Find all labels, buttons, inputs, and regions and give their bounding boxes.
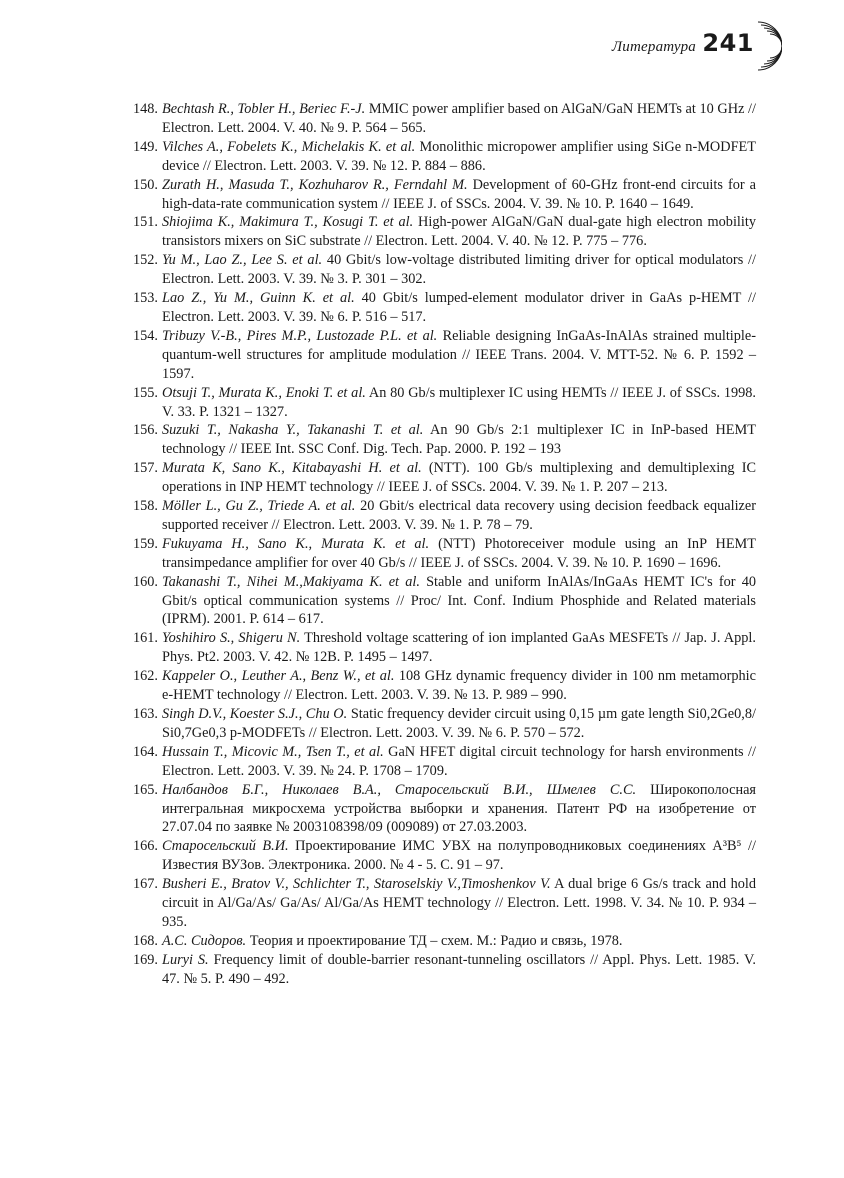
reference-authors: Lao Z., Yu M., Guinn K. et al. — [162, 290, 355, 307]
reference-item-149 — [120, 138, 756, 176]
reference-text: Stable and uniform InAlAs/InGaAs HEMT IC's for 40 Gbit/s optical communication systems // Proc/ Int. Conf. Indium Phosphide and Related materials (IPRM). 2001. P. 614 – 617. — [162, 573, 756, 628]
reference-authors: Luryi S. — [162, 951, 209, 968]
reference-text: Development of 60-GHz front-end circuits for a high-data-rate communication system // IEEE J. of SSCs. 2004. V. 39. № 10. P. 1640 – 1649. — [162, 176, 756, 212]
reference-authors: Hussain T., Micovic M., Tsen T., et al. — [162, 743, 384, 760]
reference-text: GaN HFET digital circuit technology for harsh environments // Electron. Lett. 2003. V. 39. № 24. P. 1708 – 1709. — [162, 743, 756, 779]
page-number: 241 — [702, 29, 754, 57]
reference-number: 168. — [132, 932, 158, 949]
reference-text: (NTT) Photoreceiver module using an InP HEMT transimpedance amplifier for over 40 Gb/s // IEEE J. of SSCs. 2004. V. 39. № 10. P. 1690 – 1696. — [162, 535, 756, 571]
reference-text: Широкополосная интегральная микросхема устройства выборки и хранения. Патент РФ на изобретение от 27.07.04 по заявке № 2003108398/09 (009089) от 27.03.2003. — [162, 781, 757, 836]
reference-authors: Shiojima K., Makimura T., Kosugi T. et al. — [162, 214, 414, 231]
reference-text: Теория и проектирование ТД – схем. М.: Радио и связь, 1978. — [246, 932, 623, 949]
reference-item-169 — [120, 951, 756, 989]
reference-authors: Singh D.V., Koester S.J., Chu O. — [162, 706, 348, 722]
reference-authors: Möller L., Gu Z., Triede A. et al. — [162, 498, 356, 515]
reference-text: High-power AlGaN/GaN dual-gate high electron mobility transistors mixers on SiC substrate // Electron. Lett. 2004. V. 40. № 12. P. 775 – 776. — [162, 214, 756, 250]
corner-arc-ornament-icon — [756, 18, 782, 74]
reference-text: Frequency limit of double-barrier resonant-tunneling oscillators // Appl. Phys. Lett. 1985. V. 47. № 5. P. 490 – 492. — [162, 951, 757, 987]
reference-number: 169. — [132, 951, 158, 968]
reference-number: 167. — [132, 876, 158, 893]
reference-authors: Busheri E., Bratov V., Schlichter T., Staroselskiy V.,Timoshenkov V. — [162, 876, 551, 893]
reference-text: 20 Gbit/s electrical data recovery using decision feedback equalizer supported receiver // Electron. Lett. 2003. V. 39. № 1. P. 78 – 79. — [162, 498, 757, 533]
reference-text: Monolithic micropower amplifier using SiGe n-MODFET device // Electron. Lett. 2003. V. 39. № 12. P. 884 – 886. — [162, 138, 756, 174]
reference-number: 159. — [132, 535, 158, 552]
reference-number: 152. — [132, 252, 158, 269]
reference-item-161 — [120, 629, 756, 667]
reference-item-154 — [120, 327, 756, 384]
reference-item-158 — [120, 497, 756, 535]
reference-number: 157. — [132, 460, 158, 477]
reference-number: 156. — [132, 422, 158, 439]
reference-number: 160. — [132, 573, 158, 590]
reference-number: 161. — [132, 630, 158, 647]
reference-item-160 — [120, 573, 756, 630]
reference-text: A dual brige 6 Gs/s track and hold circuit in Al/Ga/As/ Ga/As/ Al/Ga/As HEMT technology // Electron. Lett. 1998. V. 34. № 10. P. 934 – 935. — [162, 876, 756, 930]
reference-number: 151. — [132, 214, 158, 231]
reference-item-152 — [120, 251, 756, 289]
reference-item-155 — [120, 384, 756, 422]
reference-authors: Otsuji T., Murata K., Enoki T. et al. — [162, 384, 366, 401]
reference-number: 164. — [132, 743, 158, 760]
reference-authors: Yoshihiro S., Shigeru N. — [162, 630, 301, 647]
reference-number: 153. — [132, 290, 158, 307]
reference-text: 108 GHz dynamic frequency divider in 100 nm metamorphic e-HEMT technology // Electron. Lett. 2003. V. 39. № 13. P. 989 – 990. — [162, 668, 756, 704]
reference-number: 154. — [132, 327, 158, 344]
reference-number: 165. — [132, 781, 158, 798]
reference-authors: Kappeler O., Leuther A., Benz W., et al. — [162, 668, 395, 685]
reference-text: Static frequency devider circuit using 0,15 µm gate length Si0,2Ge0,8/ Si0,7Ge0,3 p-MODFETs // Electron. Lett. 2003. V. 39. № 6. P. 570 – 572. — [162, 706, 756, 741]
reference-authors: А.С. Сидоров. — [162, 932, 247, 949]
reference-authors: Murata K, Sano K., Kitabayashi H. et al. — [162, 460, 422, 477]
reference-item-156 — [120, 421, 756, 459]
reference-text: An 80 Gb/s multiplexer IC using HEMTs // IEEE J. of SSCs. 1998. V. 33. P. 1321 – 1327. — [162, 384, 756, 420]
reference-authors: Tribuzy V.-B., Pires M.P., Lustozade P.L. et al. — [162, 327, 438, 344]
reference-list — [120, 100, 756, 989]
reference-authors: Старосельский В.И. — [162, 838, 289, 855]
reference-text: Threshold voltage scattering of ion implanted GaAs MESFETs // Jap. J. Appl. Phys. Pt2. 2003. V. 42. № 12B. P. 1495 – 1497. — [162, 630, 756, 666]
reference-number: 158. — [132, 498, 158, 515]
reference-text: (NTT). 100 Gb/s multiplexing and demultiplexing IC operations in INP HEMT technology // IEEE J. of SSCs. 2004. V. 39. № 1. P. 207 – 213. — [162, 460, 756, 496]
reference-text: MMIC power amplifier based on AlGaN/GaN HEMTs at 10 GHz // Electron. Lett. 2004. V. 40. № 9. P. 564 – 565. — [162, 101, 757, 136]
reference-authors: Yu M., Lao Z., Lee S. et al. — [162, 252, 323, 269]
reference-item-159 — [120, 535, 756, 573]
reference-item-164 — [120, 743, 756, 781]
reference-item-157 — [120, 459, 756, 497]
reference-item-167 — [120, 875, 756, 932]
reference-text: Проектирование ИМС УВХ на полупроводниковых соединениях A³B⁵ // Известия ВУЗов. Электроника. 2000. № 4 - 5. С. 91 – 97. — [162, 838, 756, 874]
reference-number: 149. — [132, 138, 158, 155]
reference-text: Reliable designing InGaAs-InAlAs strained multiple-quantum-well structures for amplitude modulation // IEEE Trans. 2004. V. MTT-52. № 6. P. 1592 – 1597. — [162, 327, 756, 382]
reference-text: 40 Gbit/s lumped-element modulator driver in GaAs p-HEMT // Electron. Lett. 2003. V. 39. № 6. P. 516 – 517. — [162, 290, 756, 325]
reference-item-153 — [120, 289, 756, 327]
reference-item-165 — [120, 781, 756, 838]
reference-authors: Zurath H., Masuda T., Kozhuharov R., Ferndahl M. — [162, 176, 468, 193]
reference-number: 162. — [132, 668, 158, 685]
reference-number: 166. — [132, 838, 158, 855]
reference-item-150 — [120, 176, 756, 214]
reference-number: 150. — [132, 176, 158, 193]
reference-item-151 — [120, 213, 756, 251]
reference-number: 155. — [132, 384, 158, 401]
reference-authors: Takanashi T., Nihei M.,Makiyama K. et al. — [162, 573, 420, 590]
reference-item-162 — [120, 667, 756, 705]
reference-text: 40 Gbit/s low-voltage distributed limiting driver for optical modulators // Electron. Lett. 2003. V. 39. № 3. P. 301 – 302. — [162, 252, 756, 288]
page-header — [0, 18, 844, 76]
reference-item-163 — [120, 705, 756, 743]
reference-authors: Bechtash R., Tobler H., Beriec F.-J. — [162, 101, 366, 117]
reference-number: 163. — [132, 706, 158, 722]
running-title: Литература — [611, 39, 696, 55]
reference-text: An 90 Gb/s 2:1 multiplexer IC in InP-based HEMT technology // IEEE Int. SSC Conf. Dig. Tech. Pap. 2000. P. 192 – 193 — [162, 422, 756, 458]
reference-number: 148. — [132, 101, 158, 117]
reference-authors: Налбандов Б.Г., Николаев В.А., Старосельский В.И., Шмелев С.С. — [162, 781, 637, 798]
reference-item-166 — [120, 837, 756, 875]
reference-authors: Suzuki T., Nakasha Y., Takanashi T. et al. — [162, 422, 424, 439]
reference-authors: Fukuyama H., Sano K., Murata K. et al. — [162, 535, 430, 552]
reference-item-148 — [120, 100, 756, 138]
reference-authors: Vilches A., Fobelets K., Michelakis K. et al. — [162, 138, 416, 155]
reference-item-168 — [120, 932, 756, 951]
